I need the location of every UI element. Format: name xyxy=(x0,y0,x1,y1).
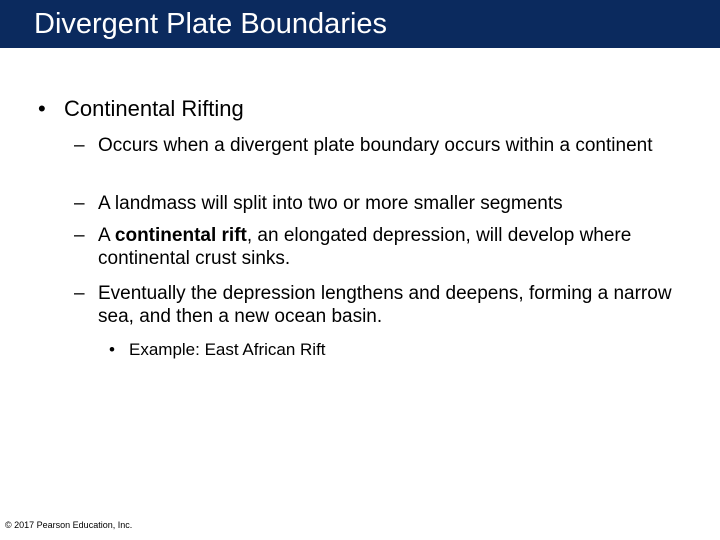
dash-mark: – xyxy=(74,283,85,304)
dash-mark: – xyxy=(74,135,85,156)
sub-point xyxy=(74,224,694,270)
sub-point-text xyxy=(98,224,694,270)
slide-title: Divergent Plate Boundaries xyxy=(34,8,388,40)
sub-point xyxy=(74,134,694,157)
copyright-footer: © 2017 Pearson Education, Inc. xyxy=(5,520,133,530)
main-bullet xyxy=(38,96,244,122)
term-continental-rift: continental rift xyxy=(114,225,247,246)
sub-point-text: A landmass will split into two or more smaller segments xyxy=(98,193,563,214)
main-bullet-text: Continental Rifting xyxy=(64,96,244,121)
sub-point-text: Eventually the depression lengthens and deepens, forming a narrow sea, and then a new ocean basin. xyxy=(98,283,672,327)
sub-point xyxy=(74,282,694,328)
title-bar xyxy=(0,0,720,48)
dash-mark: – xyxy=(74,225,85,246)
example-text: Example: East African Rift xyxy=(129,340,326,359)
sub-point-text: Occurs when a divergent plate boundary occurs within a continent xyxy=(98,135,653,156)
sub-point-text-pre: A xyxy=(98,225,115,246)
sub-point xyxy=(74,192,694,215)
sub-point-text-post: , an elongated depression, will develop where continental crust sinks. xyxy=(98,225,632,269)
bullet-mark: • xyxy=(38,96,46,121)
example-bullet xyxy=(109,339,326,360)
dash-mark: – xyxy=(74,193,85,214)
bullet-mark: • xyxy=(109,340,115,359)
